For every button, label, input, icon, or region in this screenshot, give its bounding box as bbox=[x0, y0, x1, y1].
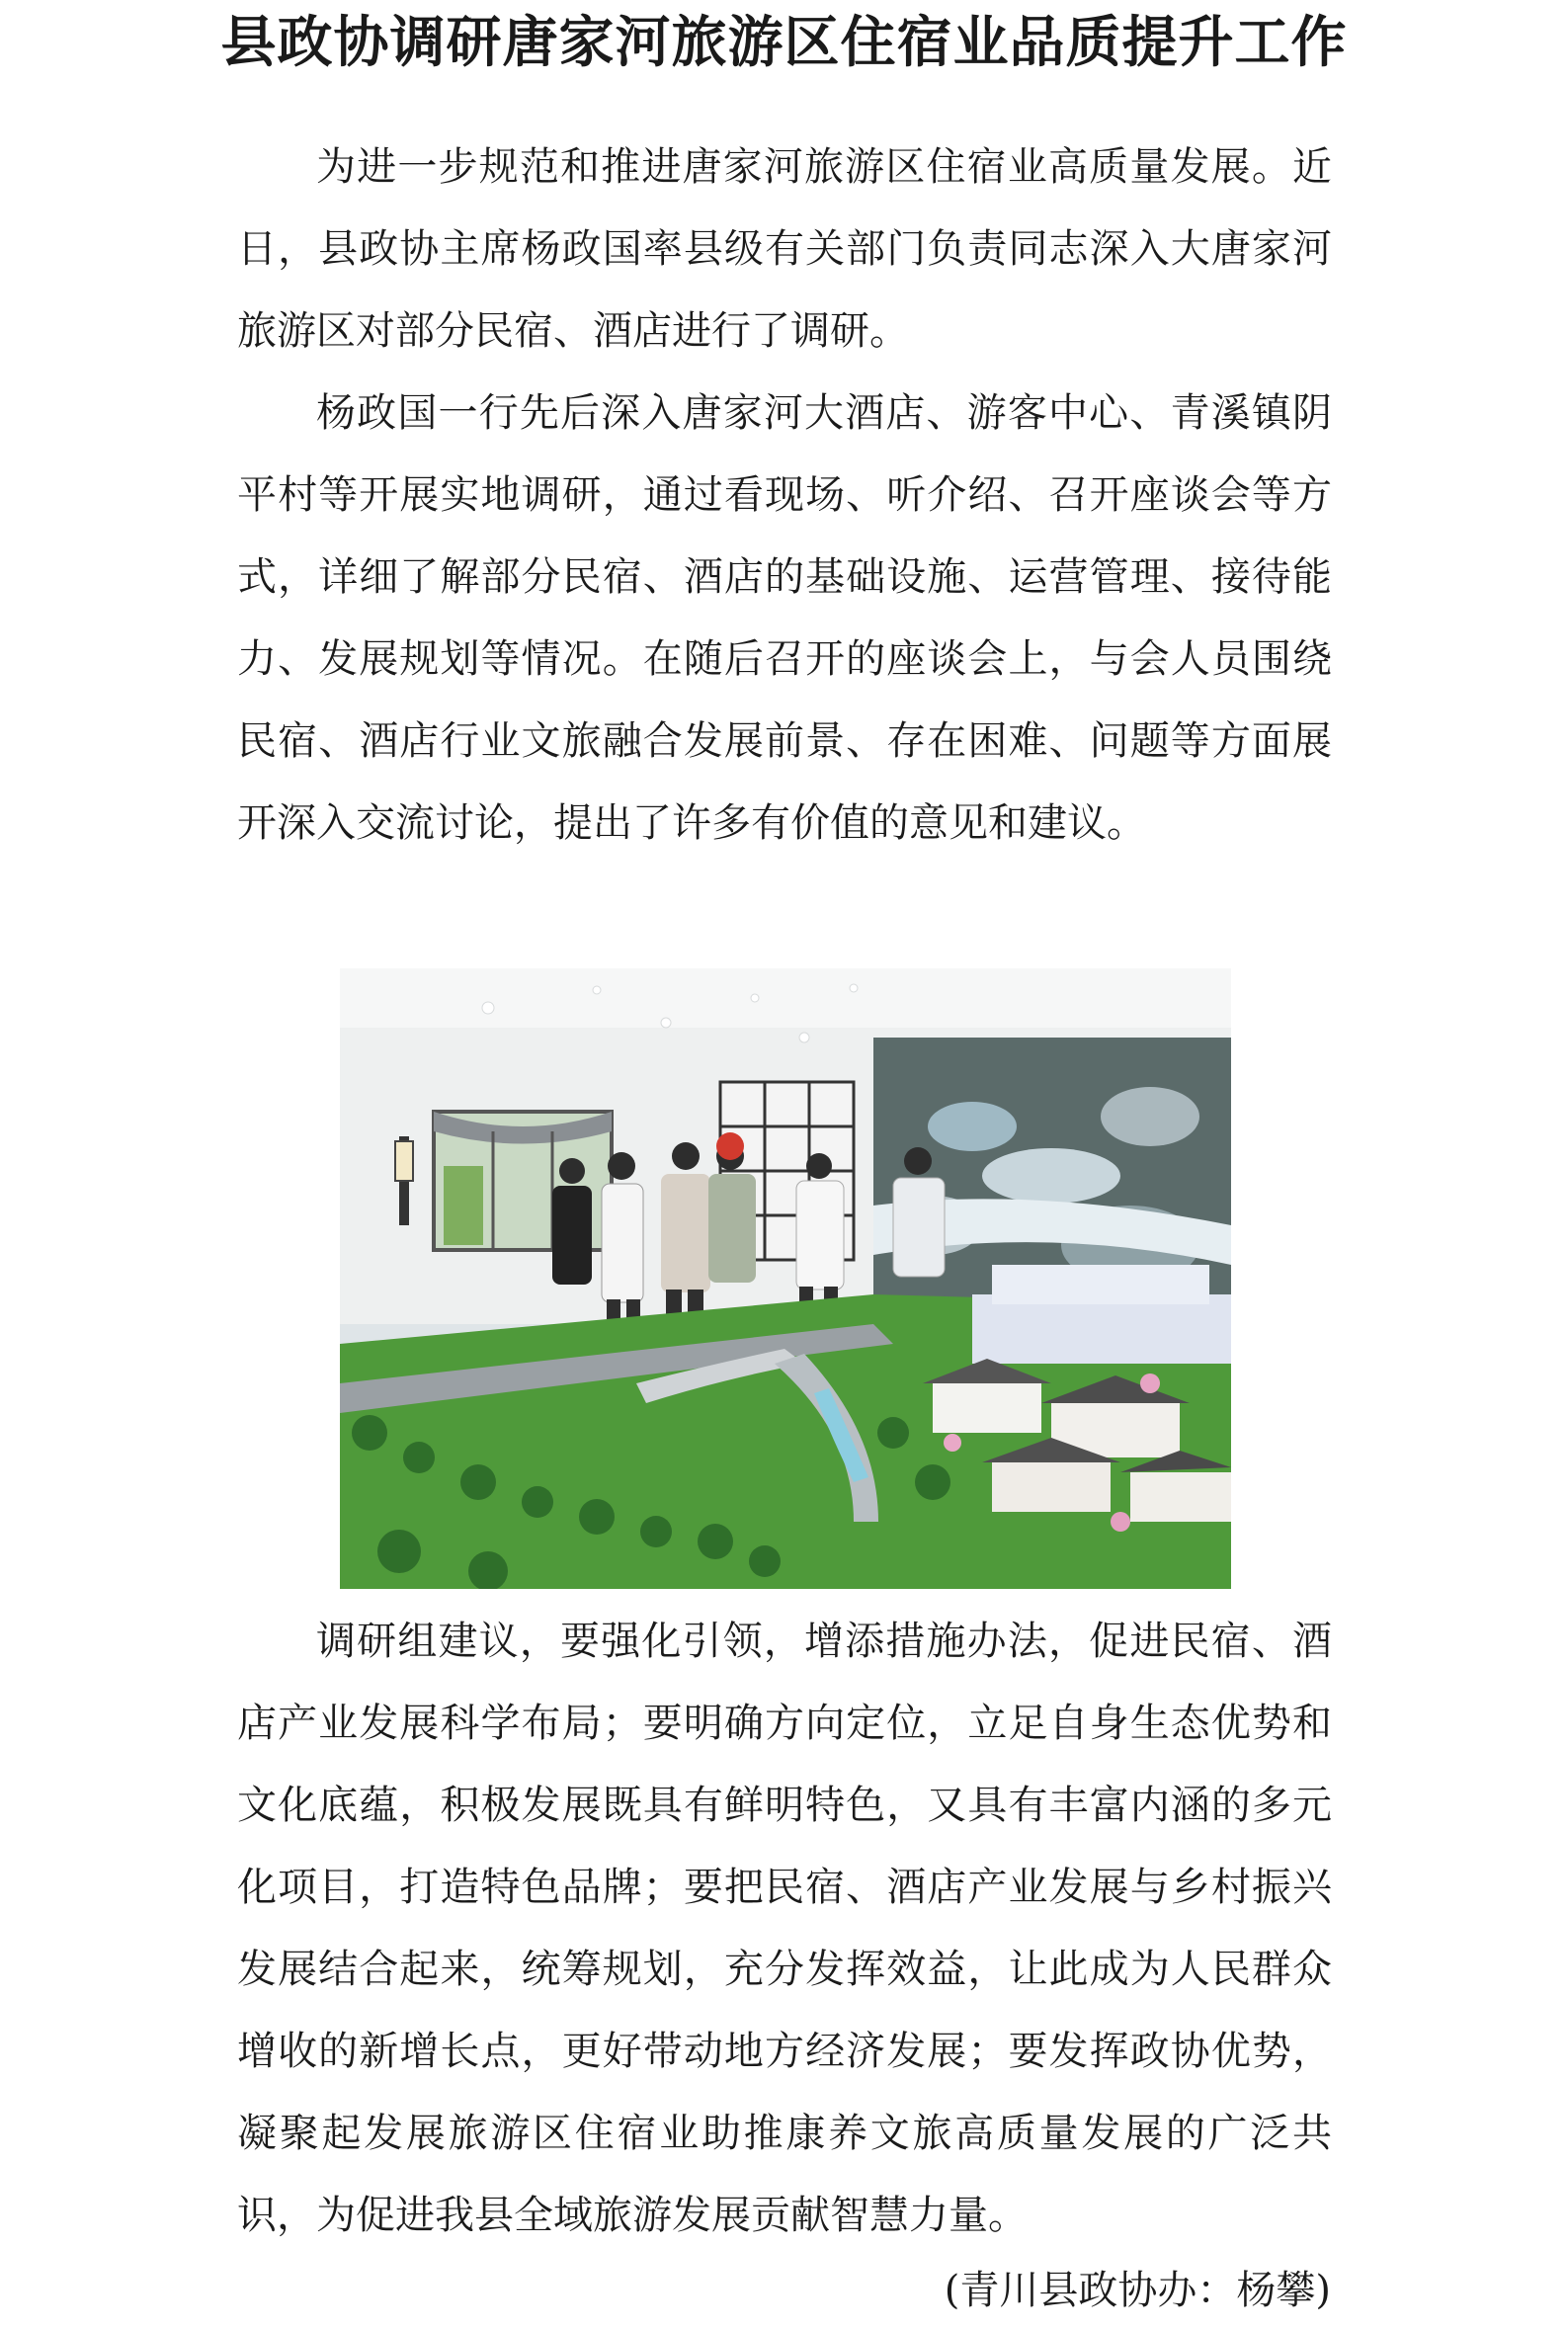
article-title: 县政协调研唐家河旅游区住宿业品质提升工作 bbox=[220, 10, 1348, 75]
paragraph-3: 调研组建议，要强化引领，增添措施办法，促进民宿、酒店产业发展科学布局；要明确方向定位，立足自身生态优势和文化底蕴，积极发展既具有鲜明特色，又具有丰富内涵的多元化项目，打造特色品牌；要把民宿、酒店产业发展与乡村振兴发展结合起来，统筹规划，充分发挥效益，让此成为人民群众增收的新增长点，更好带动地方经济发展；要发挥政协优势，凝聚起发展旅游区住宿业助推康养文旅高质量发展的广泛共识，为促进我县全域旅游发展贡献智慧力量。 bbox=[237, 1619, 1332, 2238]
paragraph-2: 杨政国一行先后深入唐家河大酒店、游客中心、青溪镇阴平村等开展实地调研，通过看现场、听介绍、召开座谈会等方式，详细了解部分民宿、酒店的基础设施、运营管理、接待能力、发展规划等情况。在随后召开的座谈会上，与会人员围绕民宿、酒店行业文旅融合发展前景、存在困难、问题等方面展开深入交流讨论，提出了许多有价值的意见和建议。 bbox=[237, 390, 1332, 846]
photo-illustration bbox=[340, 968, 1231, 1589]
author-signature: (青川县政协办：杨攀) bbox=[944, 2268, 1331, 2313]
article-body-bottom bbox=[237, 1601, 1332, 2257]
photo-sand-table-visit bbox=[340, 968, 1231, 1589]
article-body-top bbox=[237, 126, 1332, 865]
paragraph-1: 为进一步规范和推进唐家河旅游区住宿业高质量发展。近日，县政协主席杨政国率县级有关部门负责同志深入大唐家河旅游区对部分民宿、酒店进行了调研。 bbox=[237, 144, 1332, 354]
